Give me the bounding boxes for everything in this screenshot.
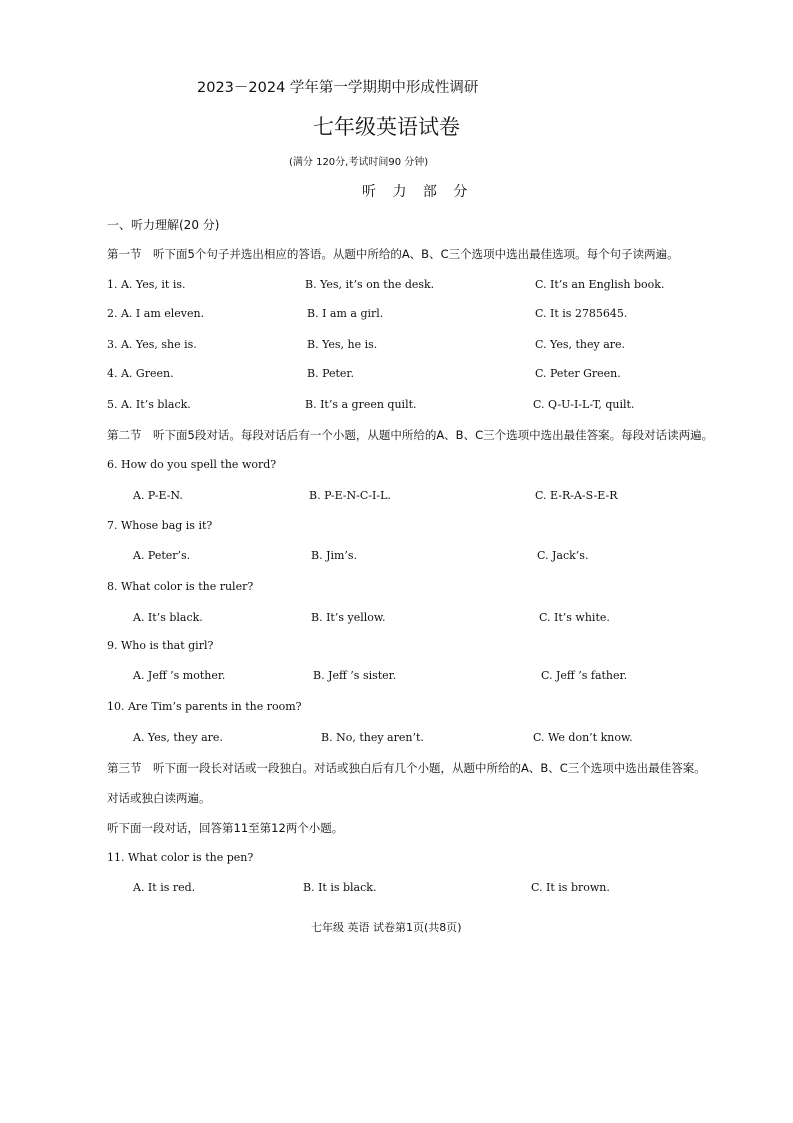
option-b: B. Jim’s. (311, 549, 358, 562)
part3-instruction: 第三节 听下面一段长对话或一段独白。对话或独白后有几个小题，从题中所给的A、B、C三个选项中选出最佳答案。 (107, 761, 706, 775)
question-stem: 7. Whose bag is it? (107, 519, 213, 532)
option-b: B. I am a girl. (307, 307, 384, 320)
section-heading: 一、听力理解(20 分) (107, 218, 220, 232)
exam-score-time-note: (满分 120分,考试时间90 分钟) (289, 157, 429, 168)
part2-instruction: 第二节 听下面5段对话。每段对话后有一个小题，从题中所给的A、B、C三个选项中选出最佳答案。每段对话读两遍。 (107, 428, 714, 442)
option-b: B. P-E-N-C-I-L. (309, 489, 391, 502)
question-stem: 6. How do you spell the word? (107, 458, 277, 471)
option-a: A. Jeff ’s mother. (133, 669, 226, 682)
option-c: C. It’s an English book. (535, 278, 665, 291)
option-b: B. Jeff ’s sister. (313, 669, 397, 682)
option-b: B. Peter. (307, 367, 354, 380)
option-c: C. It is brown. (531, 881, 610, 894)
option-b: B. No, they aren’t. (321, 731, 424, 744)
option-c: C. Jack’s. (537, 549, 589, 562)
option-c: C. Yes, they are. (535, 338, 626, 351)
option-c: C. We don’t know. (533, 731, 633, 744)
question-stem: 8. What color is the ruler? (107, 580, 254, 593)
question-stem: 9. Who is that girl? (107, 639, 214, 652)
option-c: C. Peter Green. (535, 367, 621, 380)
option-b: B. It is black. (303, 881, 377, 894)
part-heading: 听 力 部 分 (362, 184, 474, 200)
option-c: C. It is 2785645. (535, 307, 628, 320)
option-c: C. Q-U-I-L-T, quilt. (533, 398, 635, 411)
option-a: A. It is red. (133, 881, 196, 894)
option-b: B. Yes, he is. (307, 338, 378, 351)
option-c: C. It’s white. (539, 611, 610, 624)
option-a: 2. A. I am eleven. (107, 307, 205, 320)
page-footer: 七年级 英语 试卷第1页(共8页) (311, 921, 462, 934)
part3-sub-instruction: 听下面一段对话，回答第11至第12两个小题。 (107, 821, 344, 835)
part1-instruction: 第一节 听下面5个句子并选出相应的答语。从题中所给的A、B、C三个选项中选出最佳选项。每个句子读两遍。 (107, 247, 679, 261)
option-c: C. E-R-A-S-E-R (535, 489, 618, 502)
exam-paper-title: 七年级英语试卷 (313, 115, 460, 139)
option-c: C. Jeff ’s father. (541, 669, 628, 682)
option-a: 4. A. Green. (107, 367, 174, 380)
option-a: 5. A. It’s black. (107, 398, 191, 411)
part3-instruction-continued: 对话或独白读两遍。 (107, 791, 211, 805)
exam-term-title: 2023－2024 学年第一学期期中形成性调研 (197, 80, 479, 96)
option-a: A. Yes, they are. (133, 731, 223, 744)
option-a: A. It’s black. (133, 611, 203, 624)
option-a: A. Peter’s. (133, 549, 191, 562)
option-a: 1. A. Yes, it is. (107, 278, 186, 291)
option-b: B. It’s a green quilt. (305, 398, 417, 411)
option-a: 3. A. Yes, she is. (107, 338, 197, 351)
option-b: B. It’s yellow. (311, 611, 386, 624)
option-a: A. P-E-N. (133, 489, 183, 502)
question-stem: 11. What color is the pen? (107, 851, 254, 864)
option-b: B. Yes, it’s on the desk. (305, 278, 435, 291)
question-stem: 10. Are Tim’s parents in the room? (107, 700, 302, 713)
